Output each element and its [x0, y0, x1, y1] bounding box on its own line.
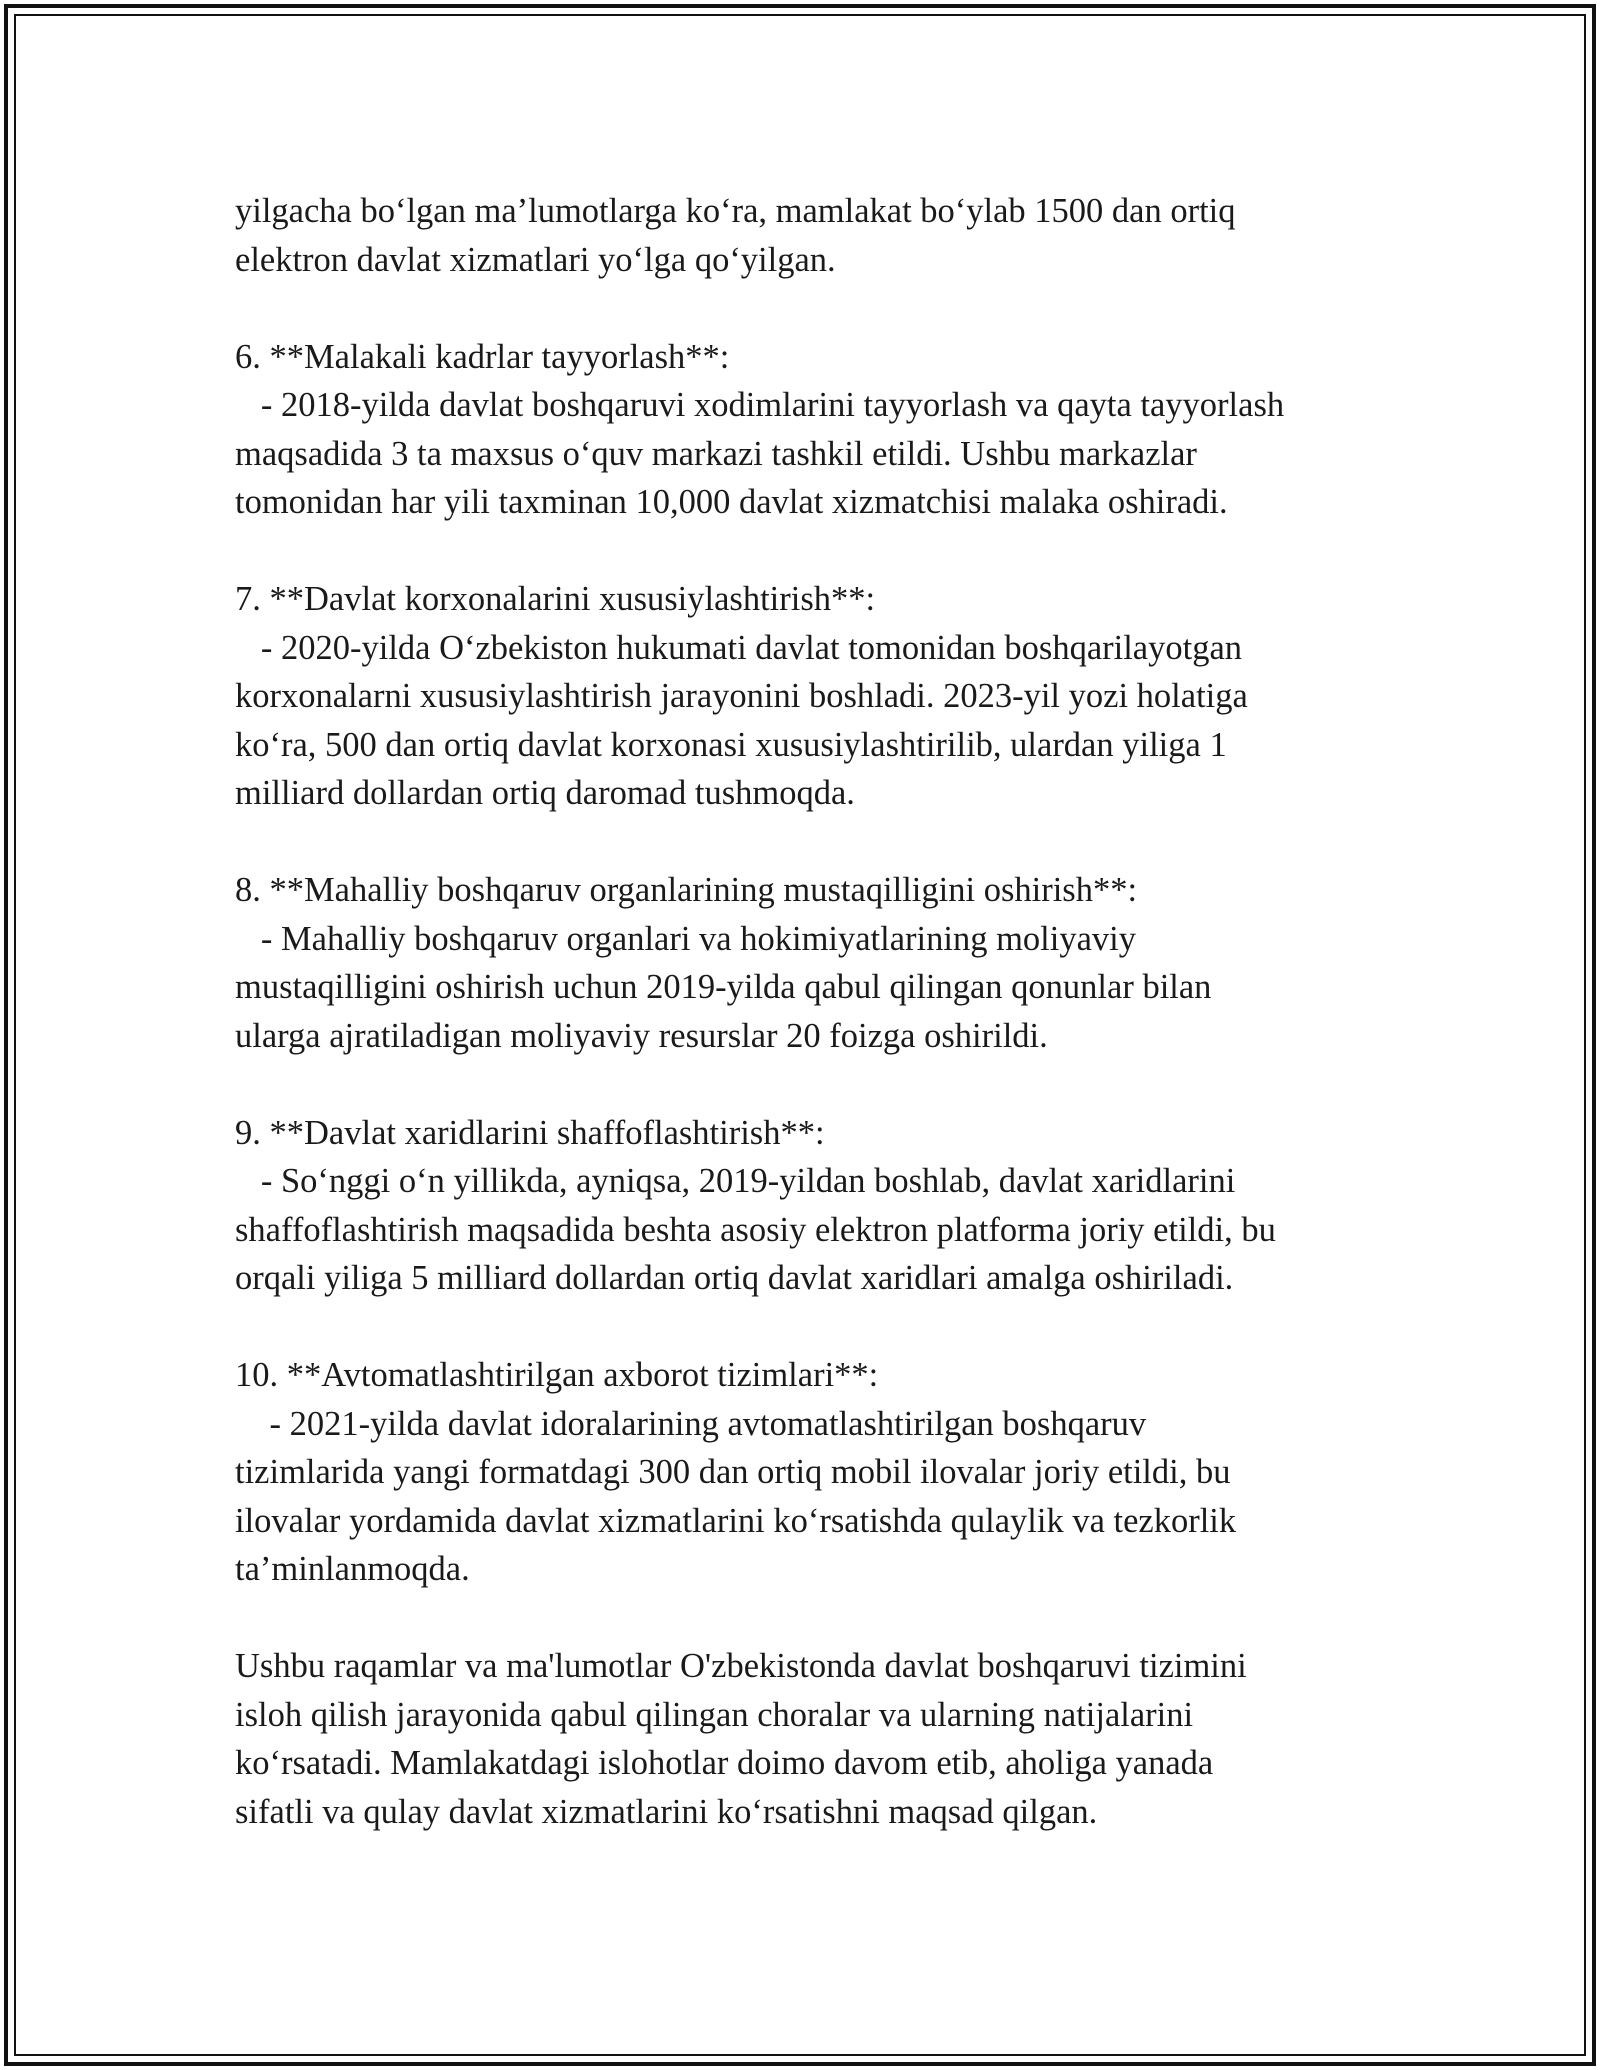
text-line: ilovalar yordamida davlat xizmatlarini ko‘rsatishda qulaylik va tezkorlik — [235, 1501, 1237, 1540]
text-line: yilgacha bo‘lgan ma’lumotlarga ko‘ra, mamlakat bo‘ylab 1500 dan ortiq — [235, 192, 1236, 230]
text-line: tomonidan har yili taxminan 10,000 davlat xizmatchisi malaka oshiradi. — [235, 483, 1228, 521]
text-line: 6. **Malakali kadrlar tayyorlash**: — [235, 337, 730, 376]
text-line: 10. **Avtomatlashtirilgan axborot tizimlari**: — [235, 1356, 879, 1394]
text-line: elektron davlat xizmatlari yo‘lga qo‘yilgan. — [235, 240, 836, 279]
text-line: Ushbu raqamlar va ma'lumotlar O'zbekistonda davlat boshqaruvi tizimini — [235, 1647, 1247, 1685]
text-line: - 2018-yilda davlat boshqaruvi xodimlarini tayyorlash va qayta tayyorlash — [235, 386, 1285, 424]
text-line: 7. **Davlat korxonalarini xususiylashtirish**: — [235, 580, 876, 618]
paragraph-gap — [235, 527, 1385, 576]
text-line: isloh qilish jarayonida qabul qilingan choralar va ularning natijalarini — [235, 1695, 1194, 1734]
text-line: tizimlarida yangi formatdagi 300 dan ortiq mobil ilovalar joriy etildi, bu — [235, 1453, 1231, 1491]
text-line: mustaqilligini oshirish uchun 2019-yilda qabul qilingan qonunlar bilan — [235, 968, 1212, 1006]
paragraph-gap — [235, 818, 1385, 867]
text-line: - 2021-yilda davlat idoralarining avtomatlashtirilgan boshqaruv — [235, 1404, 1147, 1443]
text-line: orqali yiliga 5 milliard dollardan ortiq davlat xaridlari amalga oshiriladi. — [235, 1259, 1234, 1297]
text-line: milliard dollardan ortiq daromad tushmoqda. — [235, 774, 855, 812]
text-line: sifatli va qulay davlat xizmatlarini ko‘rsatishni maqsad qilgan. — [235, 1792, 1098, 1831]
paragraph-gap — [235, 1060, 1385, 1109]
text-line: ko‘rsatadi. Mamlakatdagi islohotlar doimo davom etib, aholiga yanada — [235, 1744, 1214, 1782]
paragraph-gap — [235, 1594, 1385, 1643]
text-line: ta’minlanmoqda. — [235, 1550, 470, 1588]
text-line: shaffoflashtirish maqsadida beshta asosiy elektron platforma joriy etildi, bu — [235, 1210, 1276, 1249]
text-line: ularga ajratiladigan moliyaviy resurslar 20 foizga oshirildi. — [235, 1016, 1048, 1055]
text-line: korxonalarni xususiylashtirish jarayonini boshladi. 2023-yil yozi holatiga — [235, 677, 1248, 715]
text-line: - Mahalliy boshqaruv organlari va hokimiyatlarining moliyaviy — [235, 919, 1136, 958]
text-line: 9. **Davlat xaridlarini shaffoflashtirish**: — [235, 1113, 825, 1152]
paragraph-gap — [235, 284, 1385, 333]
text-line: ko‘ra, 500 dan ortiq davlat korxonasi xususiylashtirilib, ulardan yiliga 1 — [235, 725, 1227, 764]
document-body — [235, 187, 1385, 1836]
text-line: 8. **Mahalliy boshqaruv organlarining mustaqilligini oshirish**: — [235, 871, 1138, 909]
text-line: - 2020-yilda O‘zbekiston hukumati davlat tomonidan boshqarilayotgan — [235, 628, 1243, 667]
paragraph-gap — [235, 1303, 1385, 1352]
text-line: - So‘nggi o‘n yillikda, ayniqsa, 2019-yildan boshlab, davlat xaridlarini — [235, 1162, 1236, 1200]
text-line: maqsadida 3 ta maxsus o‘quv markazi tashkil etildi. Ushbu markazlar — [235, 434, 1197, 473]
